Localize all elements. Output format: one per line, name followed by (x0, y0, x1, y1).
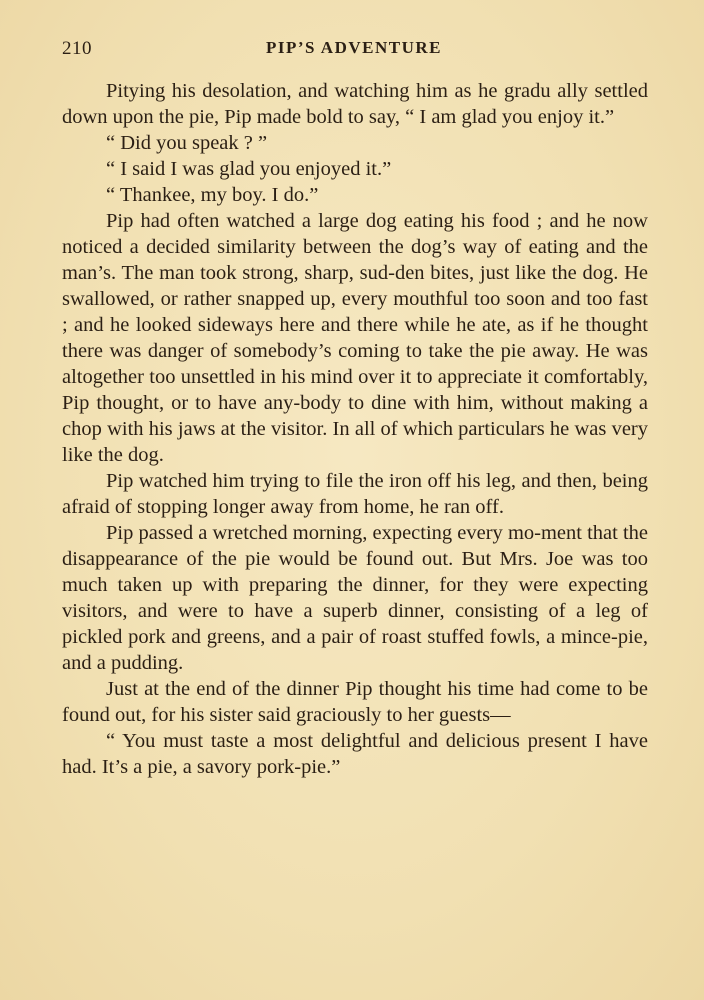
paragraph: Just at the end of the dinner Pip thought his time had come to be found out, for his sister said graciously to her guests— (62, 678, 648, 726)
paragraph: Pip passed a wretched morning, expecting every mo-ment that the disappearance of the pie would be found out. But Mrs. Joe was too much taken up with preparing the dinner, for they were expecting visitors, and were to have a superb dinner, consisting of a leg of pickled pork and greens, and a pair of roast stuffed fowls, a mince-pie, and a pudding. (62, 522, 648, 674)
paragraph: “ Thankee, my boy. I do.” (106, 184, 319, 206)
paragraph: “ I said I was glad you enjoyed it.” (106, 158, 392, 180)
paragraph: Pip watched him trying to file the iron off his leg, and then, being afraid of stopping longer away from home, he ran off. (62, 470, 648, 518)
page-number: 210 (62, 38, 92, 59)
running-title: PIP’S ADVENTURE (266, 38, 442, 57)
body-text (62, 78, 648, 780)
paragraph: Pitying his desolation, and watching him as he gradu ally settled down upon the pie, Pip made bold to say, “ I am glad you enjoy it.” (62, 80, 648, 128)
page-header (62, 38, 646, 68)
paragraph: Pip had often watched a large dog eating his food ; and he now noticed a decided similarity between the dog’s way of eating and the man’s. The man took strong, sharp, sud-den bites, just like the dog. He swallowed, or rather snapped up, every mouthful too soon and too fast ; and he looked sideways here and there while he ate, as if he thought there was danger of somebody’s coming to take the pie away. He was altogether too unsettled in his mind over it to appreciate it comfortably, Pip thought, or to have any-body to dine with him, without making a chop with his jaws at the visitor. In all of which particulars he was very like the dog. (62, 210, 648, 466)
paragraph: “ You must taste a most delightful and delicious present I have had. It’s a pie, a savory pork-pie.” (62, 730, 648, 778)
paragraph: “ Did you speak ? ” (106, 132, 268, 154)
